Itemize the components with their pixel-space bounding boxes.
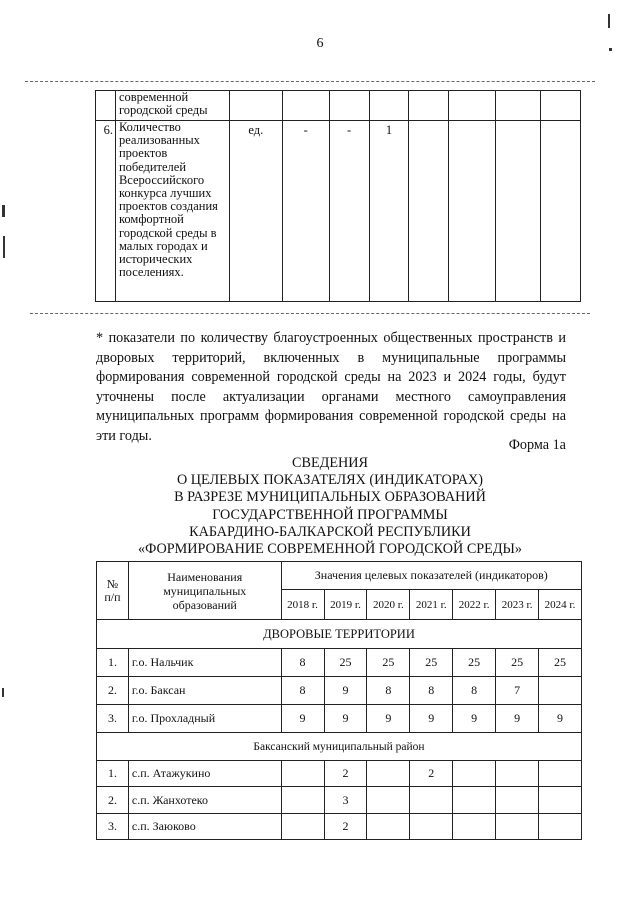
cell-label: Количество реализованных проектов победителей Всероссийского конкурса лучших проектов создания комфортной городской среды в малых городах и исторических поселениях.: [115, 121, 229, 302]
cell-number: 2.: [97, 787, 129, 814]
header-year: 2023 г.: [496, 590, 539, 620]
cell-value: 9: [367, 705, 410, 733]
header-municipality: Наименования муниципальных образований: [128, 562, 281, 620]
cell-label: современной городской среды: [115, 91, 229, 121]
cell-number: 6.: [96, 121, 116, 302]
heading-line: В РАЗРЕЗЕ МУНИЦИПАЛЬНЫХ ОБРАЗОВАНИЙ: [174, 489, 486, 506]
cell-value: 2: [324, 814, 367, 840]
cell-value: [541, 121, 581, 302]
table-row: [97, 814, 582, 840]
cell-value: 25: [539, 649, 582, 677]
cell-value: 25: [410, 649, 453, 677]
form-label: Форма 1а: [508, 437, 566, 453]
scan-mark: [3, 236, 5, 258]
cell-number: 1.: [97, 761, 129, 787]
cell-number: 2.: [97, 677, 129, 705]
heading-line: «ФОРМИРОВАНИЕ СОВРЕМЕННОЙ ГОРОДСКОЙ СРЕДЫ»: [138, 541, 522, 558]
indicators-table-continued: [95, 90, 581, 302]
section-title: Баксанский муниципальный район: [97, 733, 582, 761]
cell-value: 25: [496, 649, 539, 677]
cell-value: 9: [324, 677, 367, 705]
indicators-by-municipality-table: [96, 561, 582, 840]
cell-value: [281, 761, 324, 787]
cell-number: 3.: [97, 705, 129, 733]
cell-value: 7: [496, 677, 539, 705]
cell-value: 9: [453, 705, 496, 733]
cell-value: 2: [324, 761, 367, 787]
page-number: 6: [316, 36, 324, 51]
scan-mark: [2, 205, 5, 217]
cell-value: 8: [281, 649, 324, 677]
header-year: 2021 г.: [410, 590, 453, 620]
cell-value: [449, 121, 496, 302]
cell-value: [367, 761, 410, 787]
cell-value: -: [282, 121, 329, 302]
cell-value: 2: [410, 761, 453, 787]
header-year: 2019 г.: [324, 590, 367, 620]
header-year: 2024 г.: [539, 590, 582, 620]
cell-value: 8: [410, 677, 453, 705]
table-row: [96, 121, 581, 302]
cell-municipality: г.о. Прохладный: [128, 705, 281, 733]
footnote: * показатели по количеству благоустроенных общественных пространств и дворовых территорий, включенных в муниципальные программы формирования современной городской среды на 2023 и 2024 годы, будут уточнены после актуализации органами местного самоуправления муниципальных программ формирования современной городской среды на эти годы.: [96, 330, 566, 444]
dashed-separator: [25, 81, 595, 82]
cell-value: [453, 787, 496, 814]
cell-unit: ед.: [229, 121, 282, 302]
cell-value: 25: [453, 649, 496, 677]
cell-value: [496, 787, 539, 814]
cell-value: [453, 814, 496, 840]
table-row: [97, 787, 582, 814]
cell-value: 8: [281, 677, 324, 705]
cell-value: 8: [367, 677, 410, 705]
cell-value: [281, 814, 324, 840]
cell-value: 8: [453, 677, 496, 705]
cell-value: 1: [369, 121, 409, 302]
cell-value: [281, 787, 324, 814]
cell-value: [367, 814, 410, 840]
cell-value: [453, 761, 496, 787]
section-row: [97, 620, 582, 649]
header-year: 2018 г.: [281, 590, 324, 620]
cell-value: [496, 121, 541, 302]
header-year: 2020 г.: [367, 590, 410, 620]
scan-mark: [608, 14, 610, 28]
cell-municipality: г.о. Нальчик: [128, 649, 281, 677]
table-row: [97, 705, 582, 733]
section-title: ДВОРОВЫЕ ТЕРРИТОРИИ: [97, 620, 582, 649]
cell-number: 1.: [97, 649, 129, 677]
scan-mark: [609, 48, 612, 51]
cell-value: -: [329, 121, 369, 302]
cell-value: 9: [539, 705, 582, 733]
cell-value: 25: [367, 649, 410, 677]
cell-value: [539, 761, 582, 787]
cell-value: 9: [496, 705, 539, 733]
table-row: [97, 677, 582, 705]
cell-value: [409, 121, 449, 302]
cell-value: 9: [410, 705, 453, 733]
cell-value: [539, 814, 582, 840]
cell-value: 25: [324, 649, 367, 677]
cell-value: [410, 814, 453, 840]
cell-value: [410, 787, 453, 814]
cell-value: 3: [324, 787, 367, 814]
header-number: № п/п: [97, 562, 129, 620]
header-row: [97, 562, 582, 590]
header-year: 2022 г.: [453, 590, 496, 620]
cell-value: 9: [281, 705, 324, 733]
cell-value: [539, 677, 582, 705]
table-row: [97, 649, 582, 677]
section-row: [97, 733, 582, 761]
document-heading: [80, 455, 580, 558]
cell-municipality: с.п. Заюково: [128, 814, 281, 840]
dashed-separator: [30, 313, 590, 314]
scan-mark: [2, 688, 4, 697]
heading-line: ГОСУДАРСТВЕННОЙ ПРОГРАММЫ: [212, 506, 448, 523]
cell-municipality: с.п. Атажукино: [128, 761, 281, 787]
cell-value: 9: [324, 705, 367, 733]
cell-municipality: с.п. Жанхотеко: [128, 787, 281, 814]
table-row: [96, 91, 581, 121]
table-row: [97, 761, 582, 787]
cell-value: [496, 814, 539, 840]
header-values: Значения целевых показателей (индикаторов): [281, 562, 581, 590]
heading-line: О ЦЕЛЕВЫХ ПОКАЗАТЕЛЯХ (ИНДИКАТОРАХ): [176, 472, 484, 489]
cell-number: 3.: [97, 814, 129, 840]
heading-line: КАБАРДИНО-БАЛКАРСКОЙ РЕСПУБЛИКИ: [189, 523, 471, 540]
cell-value: [367, 787, 410, 814]
cell-municipality: г.о. Баксан: [128, 677, 281, 705]
cell-value: [496, 761, 539, 787]
heading-line: СВЕДЕНИЯ: [292, 455, 368, 471]
cell-value: [539, 787, 582, 814]
cell-number: [96, 91, 116, 121]
